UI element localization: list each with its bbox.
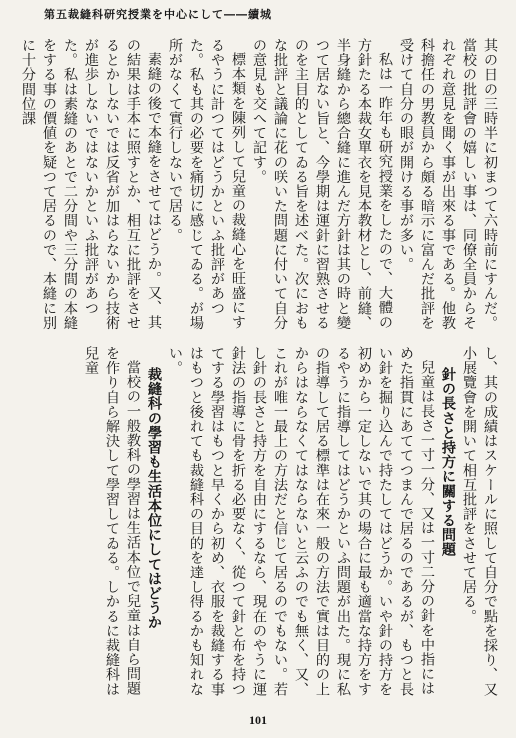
section-heading: 針の長さと持方に關する問題 bbox=[440, 367, 456, 558]
paragraph: 兒童は長さ一寸一分、又は一寸二分の針を中指にはめた指貫にあててつまんで居るのであるが、もつと長い針を掘り込んで持たしてはどうか。いや針の持方を初めから一定しないで其の場合に最も適當な持方をするやうに指導してはどうかといふ問題が出た。現に私の指導して居る標準は在來一般の方法で實は目的の上からはならなくてはならないと云ふのでも無く、又、これが唯一最上の方法だと信じて居るのでもない。若し針の長さと持方を自由にするなら、現在のやうに運針法の指導に骨を折る必要なく、從つて針と布を持つてする學習はもつと早くから初め、衣服を裁縫する事はもつと後れても裁縫科の目的を達し得るかも知れない。 bbox=[167, 346, 435, 697]
paragraph: 私は一昨年も研究授業をしたので、大體の方針たる本裁女單衣を見本教材とし、前縫、半身縫から總合縫に進んだ方針は其の時と變つて居ない旨と、今學期は運針に習熟させるのを主目的としてゐる旨を述べた。次におもな批評と議論に花の咲いた問題に付いて自分の意見も交へて記す。 bbox=[251, 38, 393, 330]
paragraph: 當校の一般教科の學習は生活本位で兒童は自ら問題を作り自ら解決して學習してゐる。しかるに裁縫科は兒童 bbox=[83, 346, 141, 697]
running-head: 第五裁縫科研究授業を中心にして――續城 bbox=[44, 8, 272, 21]
paragraph: 其の日の三時半に初まつて六時前にすんだ。當校の批評會の嬉しい事は、同僚全員からそれぞれ意見を聞く事が出來る事である。他教科擔任の男教員から頗る暗示に富んだ批評を受けて自分の眼が開ける事が多い。 bbox=[398, 38, 498, 330]
paragraph: し、其の成績はスケールに照して自分で點を採り、又小展覽會を開いて相互批評をさせて居る。 bbox=[461, 346, 498, 697]
bottom-text-block bbox=[48, 346, 500, 706]
page-number: 101 bbox=[249, 713, 267, 727]
paragraph: 素縫の後で本縫をさせてはどうか。又、其の結果は手本に照すとか、相互に批評をさせるとかしないでは反省が加はらないから技術が進歩しないではないかといふ批評があつた。私は素縫のあとで二分間や三分間の本縫をする事の價値を疑つて居るので、本縫に別に十分間位課 bbox=[20, 38, 162, 330]
paragraph: 標本類を陳列して兒童の裁縫心を旺盛にするやうに計つてはどうかといふ批評があつた。私も其の必要を痛切に感じてゐる。が場所がなくて實行しないで居る。 bbox=[167, 38, 246, 330]
section-heading: 裁縫科の學習も生活本位にしてはどうか bbox=[146, 367, 162, 631]
top-text-block bbox=[20, 38, 500, 338]
